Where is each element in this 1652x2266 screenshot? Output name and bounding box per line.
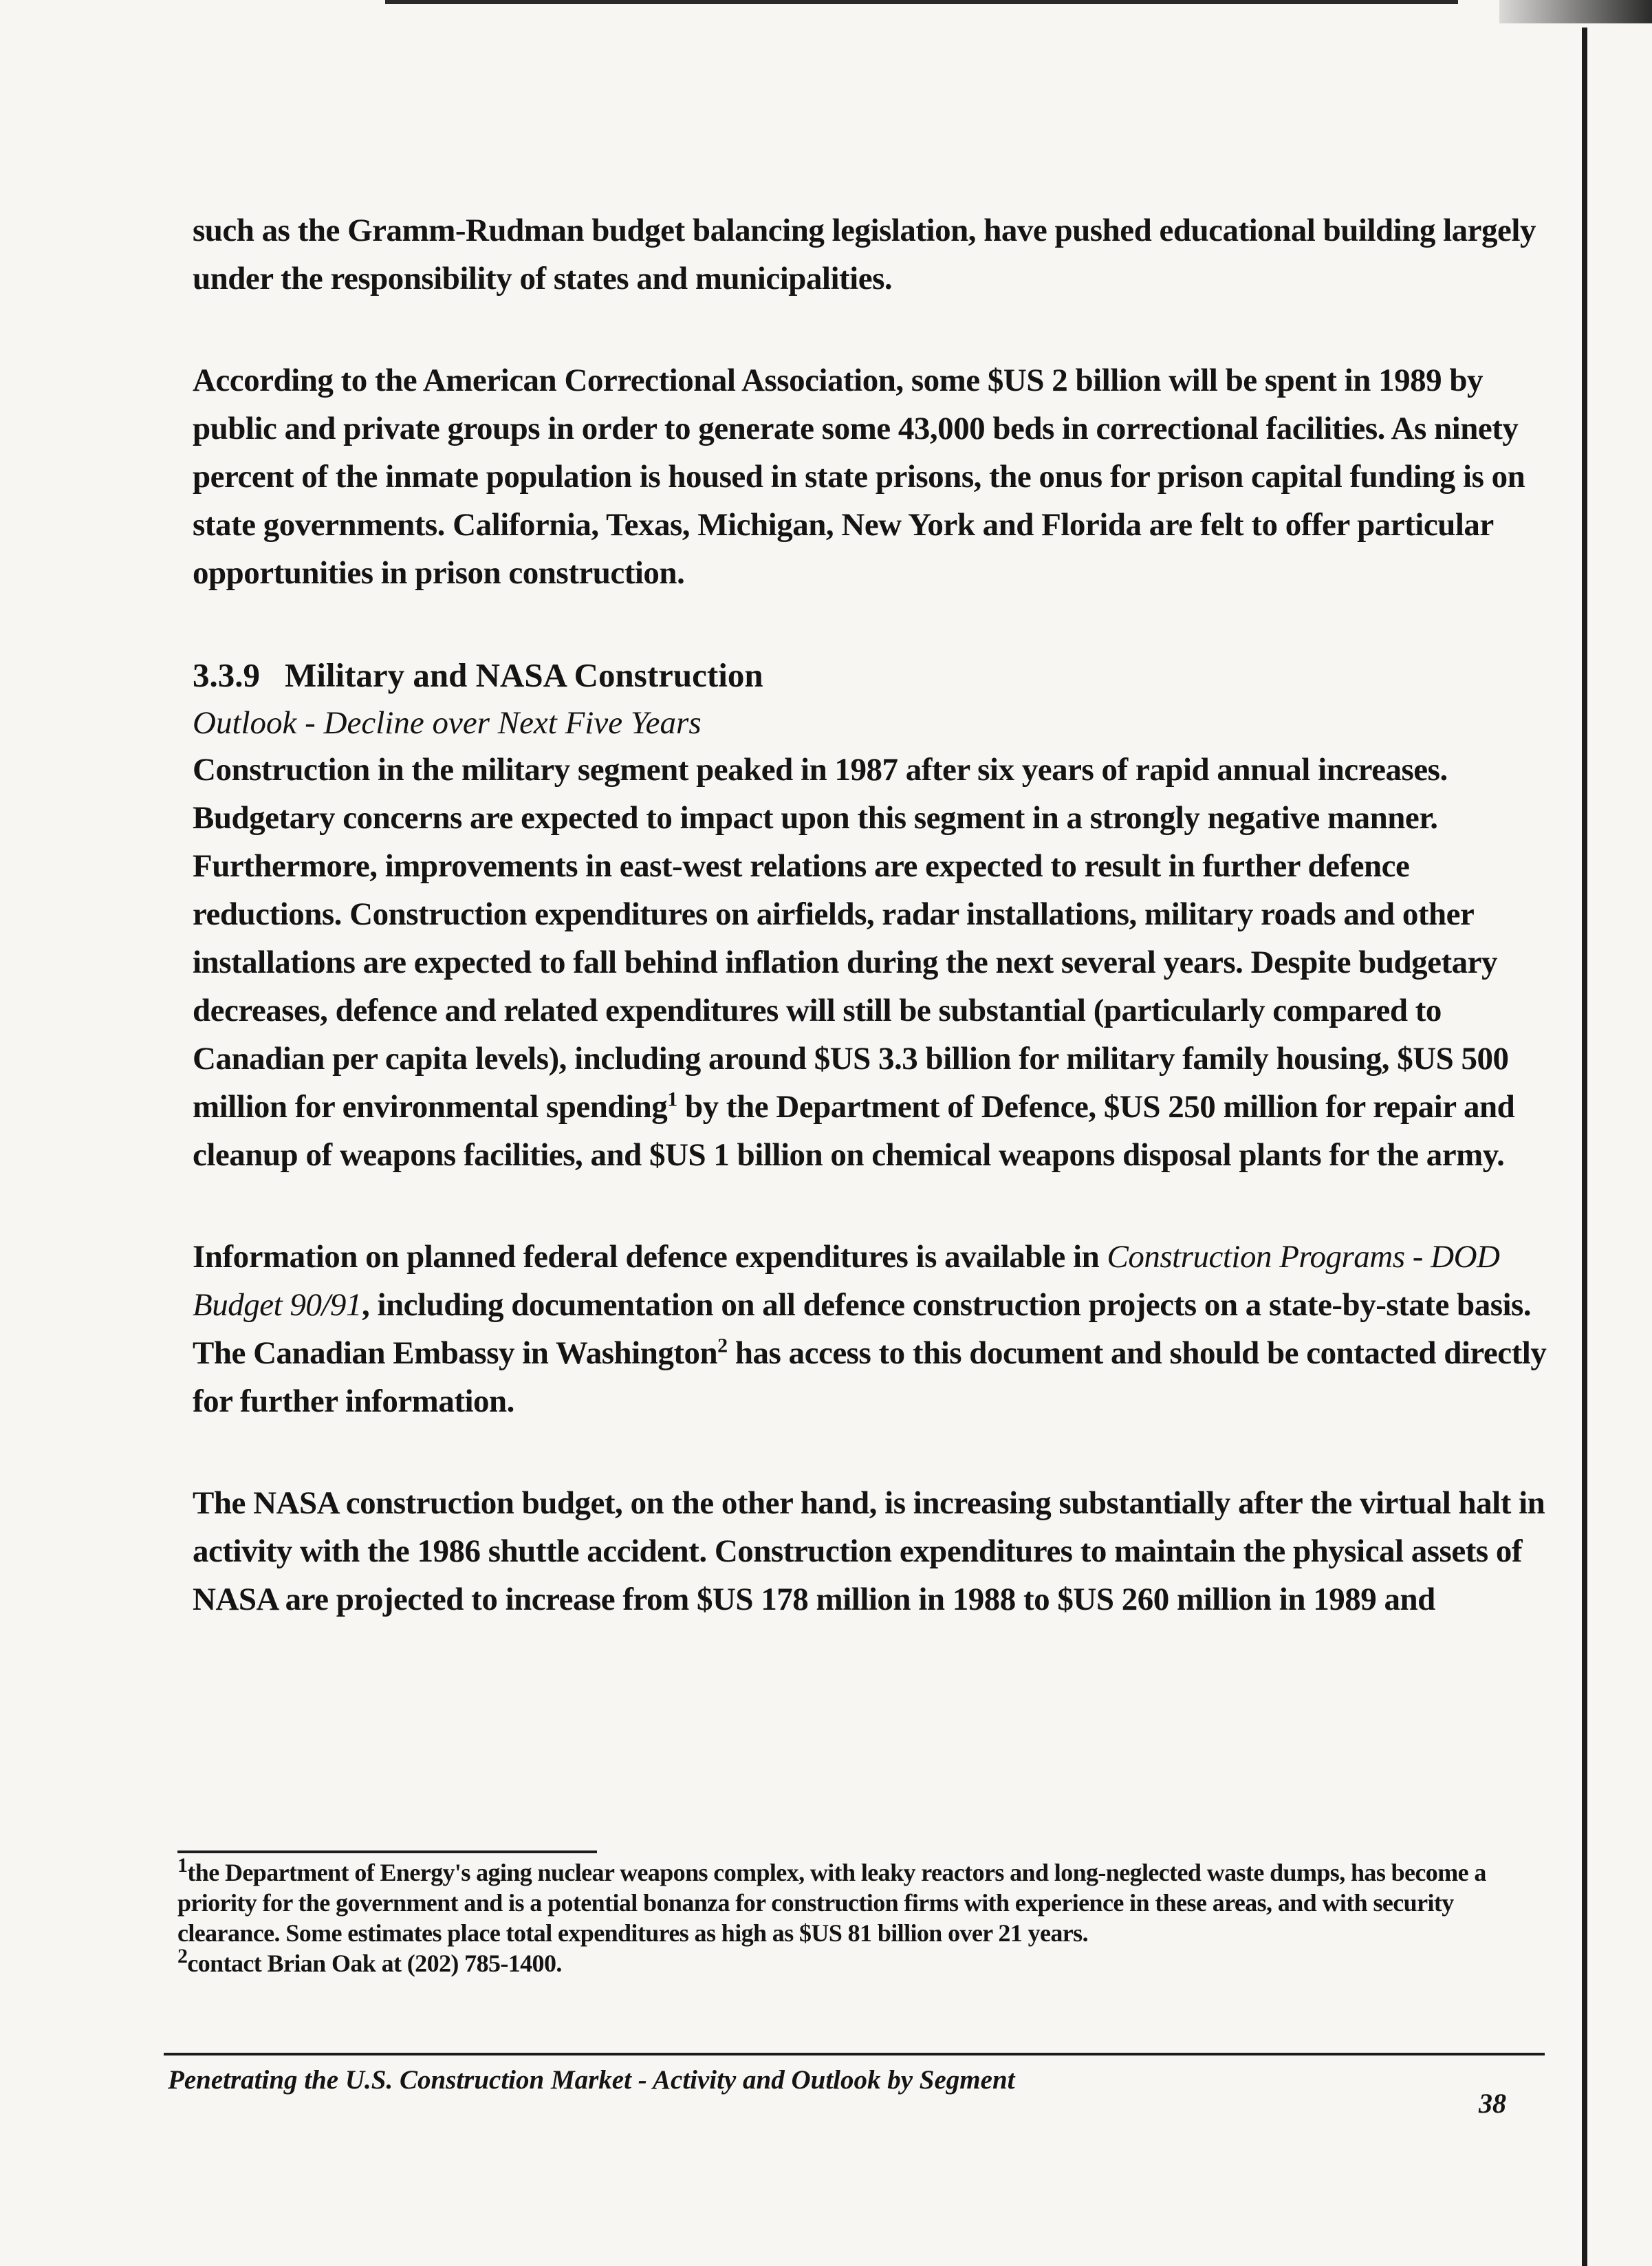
paragraph-education-continuation: such as the Gramm-Rudman budget balancing legislation, have pushed educational building largely under the responsibility of states and municipalities. [193, 213, 1536, 296]
dod-text-part3: has access to this document and should be contacted directly for further information. [193, 1335, 1547, 1419]
paragraph-military [193, 746, 1561, 1179]
section-number: 3.3.9 [193, 656, 260, 694]
scan-smudge [1499, 0, 1652, 23]
footer-title: Penetrating the U.S. Construction Market - Activity and Outlook by Segment [168, 2065, 1015, 2095]
dod-text-part1: Information on planned federal defence expenditures is available in [193, 1239, 1107, 1275]
footnote-2-text: contact Brian Oak at (202) 785-1400. [187, 1950, 562, 1977]
section-title: Military and NASA Construction [285, 656, 763, 694]
footnote-1-text: the Department of Energy's aging nuclear weapons complex, with leaky reactors and long-neglected waste dumps, has become a priority for the government and is a potential bonanza for construction firms with experience in these areas, and with security clearance. Some estimates place total expenditures as high as $US 81 billion over 21 years. [177, 1859, 1486, 1947]
footnote-separator [177, 1850, 597, 1853]
section-heading [193, 651, 1561, 700]
section-outlook: Outlook - Decline over Next Five Years [193, 705, 702, 741]
footnote-ref-1: 1 [667, 1088, 677, 1111]
footnote-2 [177, 1945, 1553, 1978]
scan-top-line [385, 0, 1458, 4]
military-text-part1: Construction in the military segment peaked in 1987 after six years of rapid annual increases. Budgetary concerns are expected to impact upon this segment in a strongly negative manner. Furthermore, improvements in east-west relations are expected to result in further defence reductions. Construction expenditures on airfields, radar installations, military roads and other installations are expected to fall behind inflation during the next several years. Despite budgetary decreases, defence and related expenditures will still be substantial (particularly compared to Canadian per capita levels), including around $US 3.3 billion for military family housing, $US 500 million for environmental spending [193, 752, 1509, 1125]
military-text-part2: by the Department of Defence, $US 250 million for repair and cleanup of weapons facilities, and $US 1 billion on chemical weapons disposal plants for the army. [193, 1089, 1515, 1173]
footnotes [177, 1854, 1553, 1978]
scan-top-edge [0, 0, 1652, 28]
footer-rule [164, 2053, 1545, 2055]
page-body [193, 206, 1561, 1623]
paragraph-nasa: The NASA construction budget, on the other hand, is increasing substantially after the virtual halt in activity with the 1986 shuttle accident. Construction expenditures to maintain the physical assets of NASA are projected to increase from $US 178 million in 1988 to $US 260 million in 1989 and [193, 1485, 1545, 1617]
paragraph-dod-budget [193, 1233, 1561, 1425]
paragraph-correctional: According to the American Correctional Association, some $US 2 billion will be spent in 1989 by public and private groups in order to generate some 43,000 beds in correctional facilities. As ninety percent of the inmate population is housed in state prisons, the onus for prison capital funding is on state governments. California, Texas, Michigan, New York and Florida are felt to offer particular opportunities in prison construction. [193, 363, 1525, 591]
page-number: 38 [1479, 2088, 1506, 2119]
footnote-2-marker: 2 [177, 1945, 188, 1967]
dod-text-part2: , including documentation on all defence construction projects on a state-by-state basis. The Canadian Embassy in Washington [193, 1287, 1532, 1371]
dod-document-title: Construction Programs - DOD Budget 90/91 [193, 1239, 1500, 1323]
footnote-1-marker: 1 [177, 1854, 188, 1877]
page-right-edge [1582, 28, 1587, 2266]
footnote-1 [177, 1854, 1553, 1948]
section-military-nasa [193, 651, 1561, 1179]
footnote-ref-2: 2 [717, 1334, 728, 1357]
